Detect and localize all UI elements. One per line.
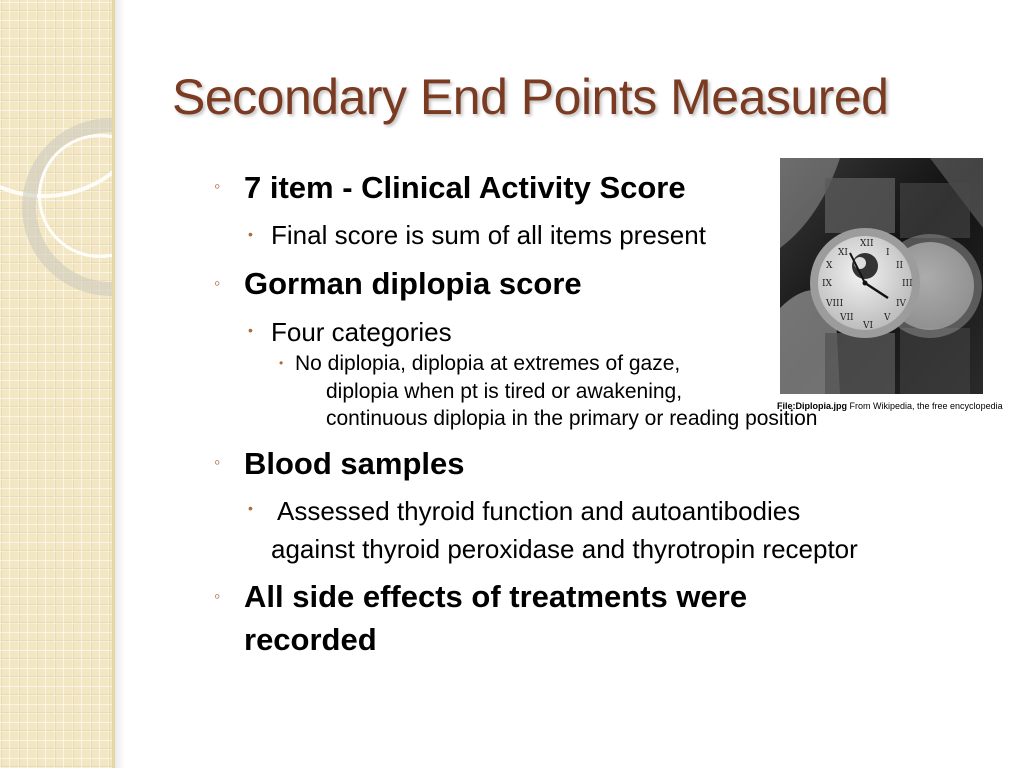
bullet-item-side-effects-line-2: recorded — [244, 622, 377, 657]
bullet-icon: ◦ — [214, 586, 221, 606]
image-caption — [777, 401, 1003, 411]
bullet-item-blood-samples: Blood samples — [244, 446, 465, 481]
svg-text:VI: VI — [863, 321, 874, 331]
category-line-3: continuous diplopia in the primary or reading position — [326, 407, 818, 430]
diplopia-watch-photo — [780, 158, 983, 394]
bullet-item-gorman-diplopia: Gorman diplopia score — [244, 266, 582, 301]
svg-text:II: II — [896, 261, 904, 271]
bullet-icon: ◦ — [214, 273, 221, 293]
bullet-icon: ◦ — [214, 452, 221, 472]
svg-text:I: I — [886, 248, 890, 258]
svg-text:X: X — [826, 261, 833, 271]
svg-text:XII: XII — [860, 239, 874, 249]
svg-text:XI: XI — [838, 248, 848, 258]
bullet-icon: ◦ — [214, 176, 221, 196]
sub-item-thyroid-line-1: Assessed thyroid function and autoantibodies — [277, 496, 801, 526]
sub-bullet-icon: • — [248, 322, 253, 338]
svg-text:VII: VII — [840, 313, 854, 323]
svg-text:IV: IV — [896, 299, 907, 309]
caption-file-name[interactable]: File:Diplopia.jpg — [777, 401, 847, 411]
sub-bullet-icon: • — [248, 500, 253, 516]
sub-item-final-score: Final score is sum of all items present — [271, 220, 706, 250]
sub-sub-bullet-icon: • — [279, 356, 284, 370]
bullet-item-clinical-activity-score: 7 item - Clinical Activity Score — [244, 170, 686, 205]
svg-text:IX: IX — [822, 279, 832, 289]
slide-title: Secondary End Points Measured — [172, 69, 889, 125]
svg-text:III: III — [902, 279, 913, 289]
caption-source: From Wikipedia, the free encyclopedia — [849, 401, 1003, 411]
bullet-item-side-effects-line-1: All side effects of treatments were — [244, 579, 748, 614]
sub-item-thyroid-line-2: against thyroid peroxidase and thyrotropin receptor — [271, 534, 858, 564]
svg-text:V: V — [884, 313, 891, 323]
sub-bullet-icon: • — [248, 226, 253, 242]
category-line-2: diplopia when pt is tired or awakening, — [326, 380, 683, 403]
svg-text:VIII: VIII — [826, 299, 844, 309]
category-line-1: No diplopia, diplopia at extremes of gaze, — [295, 352, 681, 375]
sub-item-four-categories: Four categories — [271, 317, 452, 347]
